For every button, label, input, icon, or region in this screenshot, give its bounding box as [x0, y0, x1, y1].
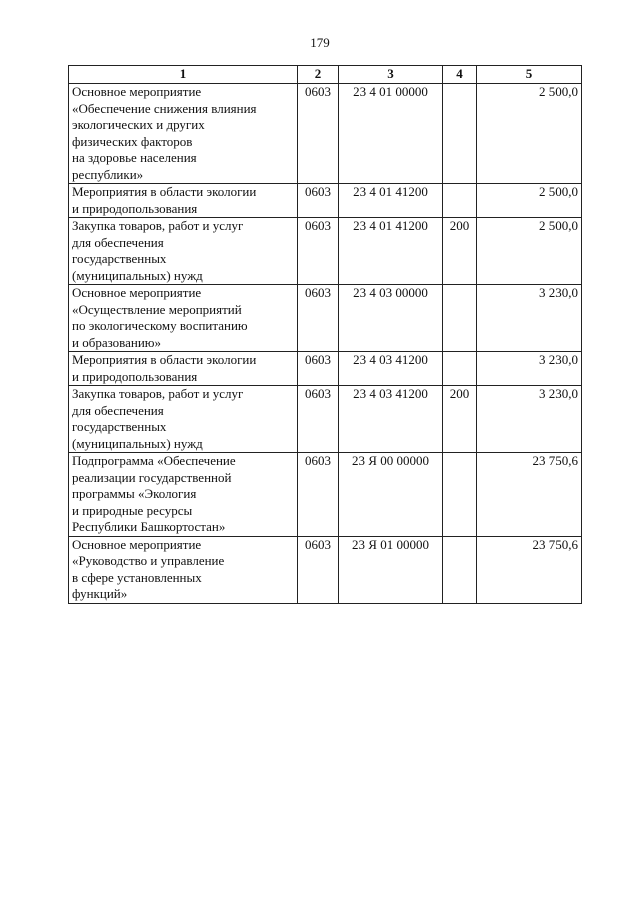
cell-section: 0603 — [298, 453, 339, 537]
cell-code: 23 4 03 00000 — [339, 285, 443, 352]
cell-section: 0603 — [298, 386, 339, 453]
cell-code: 23 4 01 00000 — [339, 84, 443, 184]
cell-name — [69, 84, 298, 184]
cell-sum: 3 230,0 — [477, 386, 582, 453]
cell-sum: 3 230,0 — [477, 352, 582, 386]
cell-sum: 23 750,6 — [477, 453, 582, 537]
cell-section: 0603 — [298, 218, 339, 285]
cell-name — [69, 184, 298, 218]
cell-code: 23 4 01 41200 — [339, 218, 443, 285]
table-row — [69, 218, 582, 285]
cell-code: 23 4 03 41200 — [339, 352, 443, 386]
cell-name — [69, 386, 298, 453]
cell-expense-type — [443, 352, 477, 386]
name-text: Подпрограмма «Обеспечение реализации государственной программы «Экология и природные ресурсы Республики Башкортостан» — [72, 453, 236, 534]
header-col-1: 1 — [69, 66, 298, 84]
cell-name — [69, 218, 298, 285]
cell-section: 0603 — [298, 285, 339, 352]
table-row — [69, 184, 582, 218]
header-row — [69, 66, 582, 84]
name-text: Основное мероприятие «Обеспечение снижения влияния экологических и других физических факторов на здоровье населения республики» — [72, 84, 257, 182]
cell-expense-type — [443, 536, 477, 603]
cell-section: 0603 — [298, 352, 339, 386]
name-text: Мероприятия в области экологии и природопользования — [72, 352, 257, 384]
name-text: Основное мероприятие «Руководство и управление в сфере установленных функций» — [72, 536, 225, 601]
cell-code: 23 Я 00 00000 — [339, 453, 443, 537]
table-row — [69, 386, 582, 453]
cell-expense-type — [443, 285, 477, 352]
name-text: Основное мероприятие «Осуществление мероприятий по экологическому воспитанию и образованию» — [72, 285, 248, 350]
name-text: Закупка товаров, работ и услуг для обеспечения государственных (муниципальных) нужд — [72, 386, 244, 451]
cell-name — [69, 285, 298, 352]
header-col-4: 4 — [443, 66, 477, 84]
cell-code: 23 4 01 41200 — [339, 184, 443, 218]
cell-section: 0603 — [298, 84, 339, 184]
header-col-5: 5 — [477, 66, 582, 84]
cell-name — [69, 352, 298, 386]
page-number: 179 — [310, 35, 330, 50]
name-text: Закупка товаров, работ и услуг для обеспечения государственных (муниципальных) нужд — [72, 218, 244, 283]
cell-expense-type — [443, 84, 477, 184]
cell-sum: 23 750,6 — [477, 536, 582, 603]
cell-expense-type: 200 — [443, 218, 477, 285]
cell-code: 23 4 03 41200 — [339, 386, 443, 453]
cell-sum: 3 230,0 — [477, 285, 582, 352]
header-col-2: 2 — [298, 66, 339, 84]
cell-section: 0603 — [298, 536, 339, 603]
budget-table — [68, 65, 582, 604]
table-header — [69, 66, 582, 84]
cell-name — [69, 536, 298, 603]
cell-name — [69, 453, 298, 537]
cell-sum: 2 500,0 — [477, 184, 582, 218]
cell-expense-type: 200 — [443, 386, 477, 453]
table-row — [69, 352, 582, 386]
header-col-3: 3 — [339, 66, 443, 84]
table-row — [69, 536, 582, 603]
cell-expense-type — [443, 453, 477, 537]
cell-expense-type — [443, 184, 477, 218]
cell-sum: 2 500,0 — [477, 218, 582, 285]
table-row — [69, 84, 582, 184]
cell-code: 23 Я 01 00000 — [339, 536, 443, 603]
cell-section: 0603 — [298, 184, 339, 218]
table-row — [69, 453, 582, 537]
cell-sum: 2 500,0 — [477, 84, 582, 184]
table-row — [69, 285, 582, 352]
name-text: Мероприятия в области экологии и природопользования — [72, 184, 257, 216]
table-body — [69, 84, 582, 604]
